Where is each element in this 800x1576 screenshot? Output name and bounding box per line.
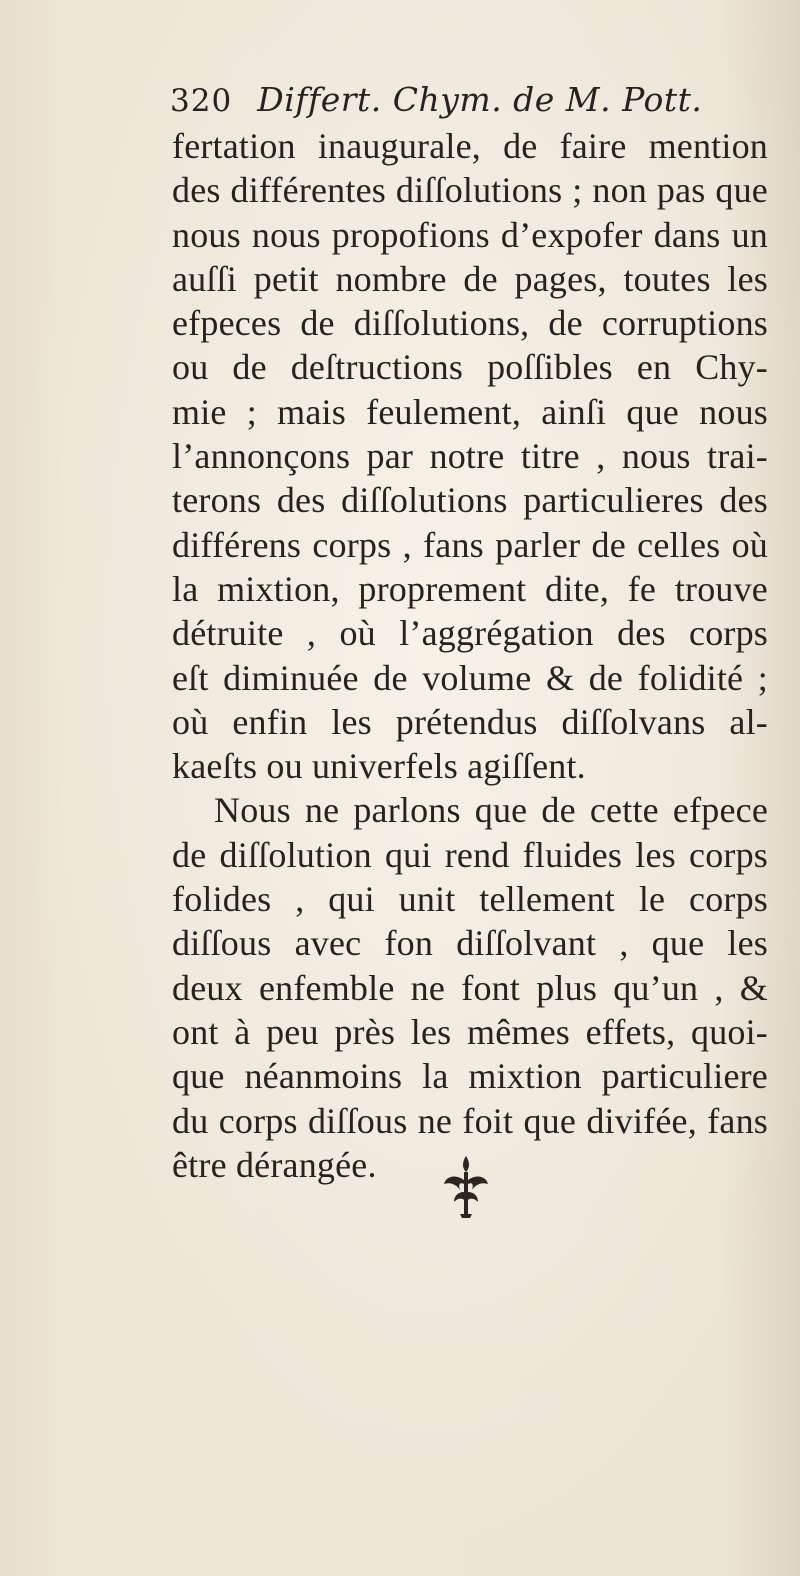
paragraph	[172, 124, 768, 788]
text-line: deux enfemble ne font plus qu’un , &	[172, 967, 768, 1008]
text-line: de diſſolution qui rend fluides les corps	[172, 834, 768, 875]
text-line: mie ; mais feulement, ainſi que nous	[172, 391, 768, 432]
text-line: l’annonçons par notre titre , nous trai-	[172, 436, 768, 477]
page-number: 320	[170, 83, 233, 119]
body-text	[172, 124, 768, 1187]
text-line: du corps diſſous ne foit que divifée, fans	[172, 1100, 768, 1141]
text-line: que néanmoins la mixtion particuliere	[172, 1056, 768, 1097]
text-line: ou de deſtructions poſſibles en Chy-	[172, 347, 768, 388]
fleuron-ornament-icon	[440, 1152, 492, 1222]
text-line: des différentes diſſolutions ; non pas que	[172, 170, 768, 211]
text-line: fertation inaugurale, de faire mention	[172, 126, 768, 166]
text-line: folides , qui unit tellement le corps	[172, 879, 768, 920]
text-line: efpeces de diſſolutions, de corruptions	[172, 303, 768, 344]
text-line: auſſi petit nombre de pages, toutes les	[172, 258, 768, 299]
text-line: eſt diminuée de volume & de folidité ;	[172, 657, 768, 698]
text-line: ont à peu près les mêmes effets, quoi-	[172, 1011, 768, 1052]
text-line: terons des diſſolutions particulieres des	[172, 480, 768, 521]
text-line: nous nous propofions d’expofer dans un	[172, 214, 768, 255]
running-title: Differt. Chym. de M. Pott.	[257, 80, 703, 119]
text-line: différens corps , fans parler de celles où	[172, 524, 768, 565]
text-line: Nous ne parlons que de cette efpece	[214, 790, 768, 831]
text-line: où enfin les prétendus diſſolvans al-	[172, 701, 768, 742]
page-header	[170, 80, 770, 128]
text-line: être dérangée.	[172, 1144, 377, 1185]
text-line: détruite , où l’aggrégation des corps	[172, 613, 768, 654]
text-line: kaeſts ou univerfels agiſſent.	[172, 746, 586, 787]
text-line: la mixtion, proprement dite, fe trouve	[172, 568, 768, 609]
text-line: diſſous avec fon diſſolvant , que les	[172, 923, 768, 964]
paragraph	[172, 788, 768, 1187]
